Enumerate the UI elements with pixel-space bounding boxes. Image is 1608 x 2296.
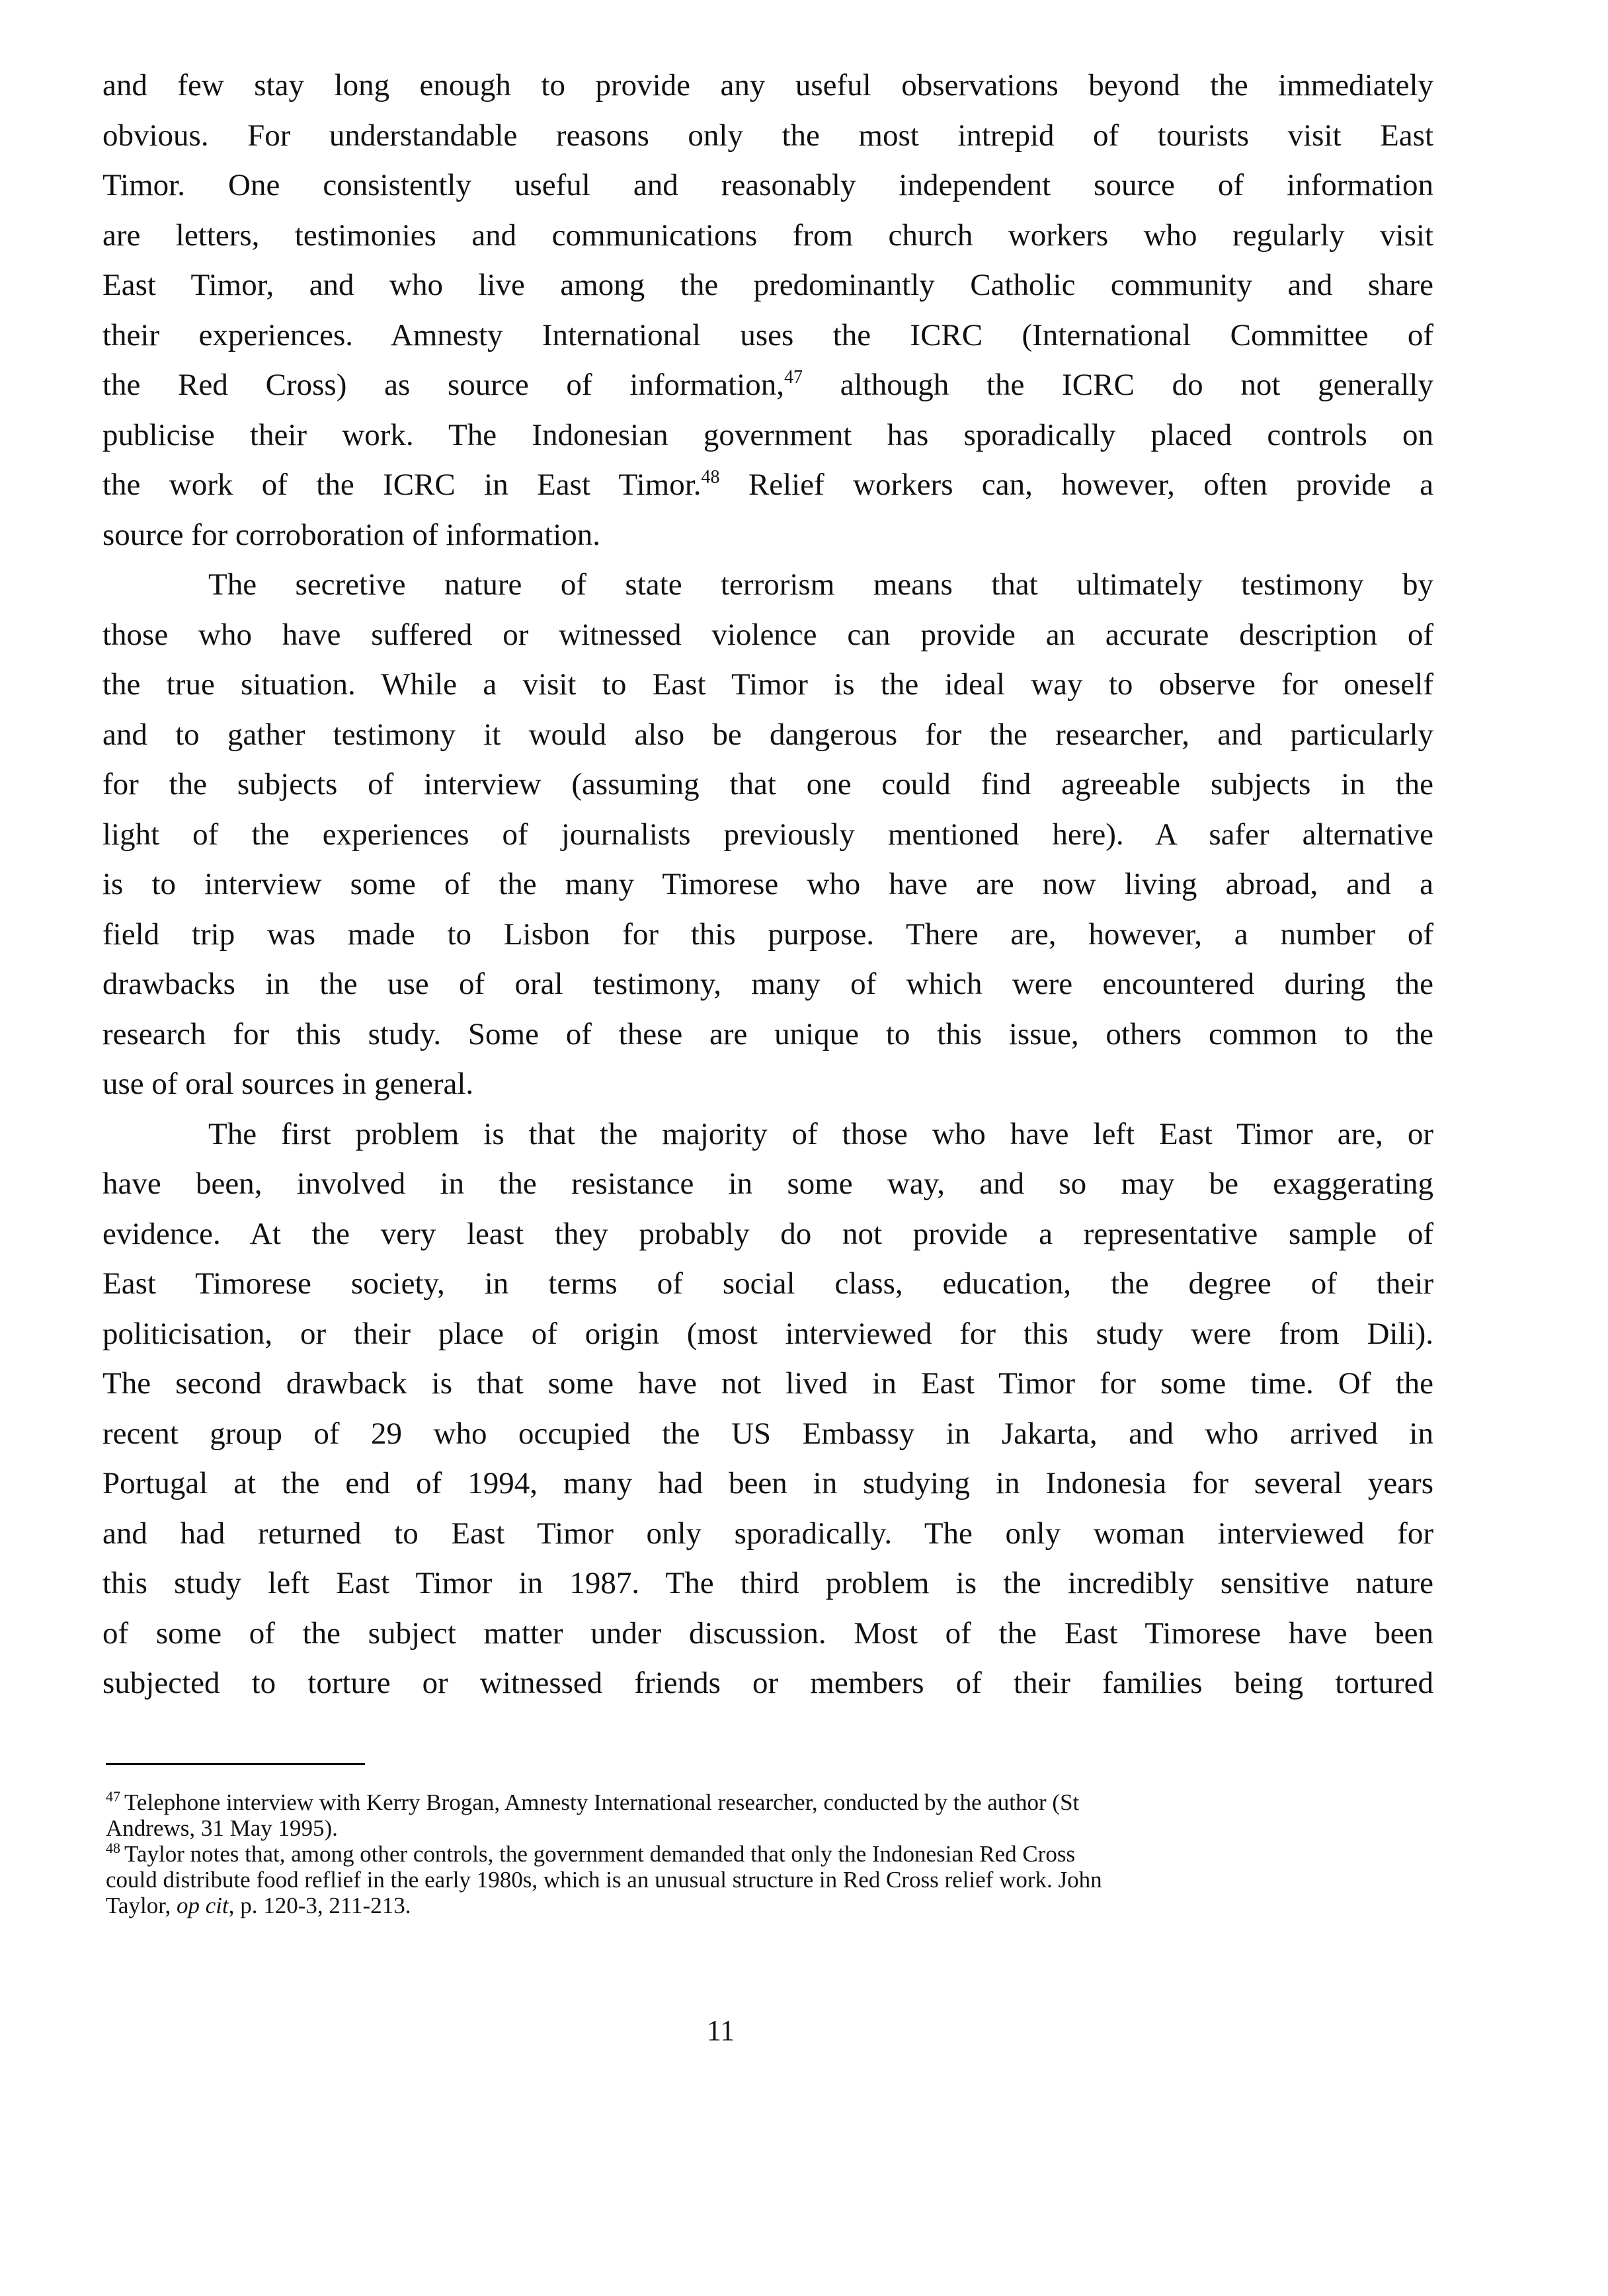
paragraph-2: [102, 560, 1433, 1110]
footnote-line: [106, 1789, 1355, 1815]
text-line: politicisation, or their place of origin (most interviewed for this study were from Dili).: [102, 1316, 1433, 1351]
text-segment: the Red Cross) as source of information,: [102, 368, 784, 402]
text-line: The second drawback is that some have not lived in East Timor for some time. Of the: [102, 1366, 1433, 1401]
text-line: recent group of 29 who occupied the US Embassy in Jakarta, and who arrived in: [102, 1416, 1433, 1451]
text-line: The secretive nature of state terrorism means that ultimately testimony by: [208, 567, 1433, 602]
text-line: the true situation. While a visit to East Timor is the ideal way to observe for oneself: [102, 667, 1433, 702]
paragraph-3: [102, 1110, 1433, 1709]
footnote-number: 48: [106, 1840, 120, 1856]
text-segment: Relief workers can, however, often provide a: [719, 468, 1433, 502]
text-line: for the subjects of interview (assuming that one could find agreeable subjects in the: [102, 767, 1433, 801]
text-line: have been, involved in the resistance in some way, and so may be exaggerating: [102, 1167, 1433, 1201]
footnote-ref-48[interactable]: 48: [701, 467, 720, 487]
text-line: those who have suffered or witnessed violence can provide an accurate description of: [102, 617, 1433, 652]
text-line: light of the experiences of journalists previously mentioned here). A safer alternative: [102, 817, 1433, 852]
page-number: 11: [706, 2014, 735, 2047]
text-line: research for this study. Some of these are unique to this issue, others common to the: [102, 1016, 1433, 1051]
text-segment: although the ICRC do not generally: [802, 368, 1433, 402]
text-line: [102, 360, 1433, 411]
text-line: [102, 460, 1433, 511]
text-segment: the work of the ICRC in East Timor.: [102, 468, 702, 502]
text-line: field trip was made to Lisbon for this purpose. There are, however, a number of: [102, 917, 1433, 952]
paragraph-1: [102, 61, 1433, 560]
text-line: obvious. For understandable reasons only the most intrepid of tourists visit East: [102, 118, 1433, 153]
text-line: Timor. One consistently useful and reasonably independent source of information: [102, 168, 1433, 202]
footnote-line: Andrews, 31 May 1995).: [106, 1815, 338, 1841]
text-line: is to interview some of the many Timorese who have are now living abroad, and a: [102, 867, 1433, 901]
footnote-separator: [106, 1763, 365, 1765]
text-line: Portugal at the end of 1994, many had been in studying in Indonesia for several years: [102, 1466, 1433, 1500]
text-line: East Timorese society, in terms of social class, education, the degree of their: [102, 1266, 1433, 1301]
text-line: The first problem is that the majority of those who have left East Timor are, or: [208, 1116, 1433, 1151]
text-line: and few stay long enough to provide any useful observations beyond the immediately: [102, 68, 1433, 102]
footnote-47: [106, 1789, 1355, 1841]
body-text: [102, 61, 1433, 1709]
text-line: this study left East Timor in 1987. The third problem is the incredibly sensitive nature: [102, 1566, 1433, 1600]
footnote-line: [106, 1841, 1355, 1867]
text-segment: Taylor,: [106, 1893, 177, 1918]
text-line: and to gather testimony it would also be dangerous for the researcher, and particularly: [102, 717, 1433, 752]
text-line: and had returned to East Timor only sporadically. The only woman interviewed for: [102, 1516, 1433, 1551]
text-segment: Telephone interview with Kerry Brogan, Amnesty International researcher, conducted by the author (St: [124, 1789, 1080, 1815]
text-line: their experiences. Amnesty International uses the ICRC (International Committee of: [102, 317, 1433, 352]
text-segment: Taylor notes that, among other controls, the government demanded that only the Indonesian Red Cross: [124, 1841, 1076, 1867]
italic-citation: op cit: [176, 1893, 229, 1918]
text-segment: , p. 120-3, 211-213.: [228, 1893, 411, 1918]
text-line: publicise their work. The Indonesian government has sporadically placed controls on: [102, 417, 1433, 452]
footnote-48: [106, 1841, 1355, 1918]
footnote-line: [106, 1893, 1355, 1918]
footnote-number: 47: [106, 1788, 120, 1805]
text-line: source for corroboration of information.: [102, 517, 601, 552]
text-line: East Timor, and who live among the predominantly Catholic community and share: [102, 268, 1433, 302]
text-line: use of oral sources in general.: [102, 1067, 474, 1101]
text-line: drawbacks in the use of oral testimony, many of which were encountered during the: [102, 967, 1433, 1001]
footnotes: [106, 1789, 1355, 1918]
footnote-ref-47[interactable]: 47: [784, 367, 803, 388]
footnote-line: could distribute food reflief in the early 1980s, which is an unusual structure in Red Cross relief work. John: [106, 1867, 1102, 1893]
text-line: are letters, testimonies and communications from church workers who regularly visit: [102, 218, 1433, 253]
text-line: subjected to torture or witnessed friends or members of their families being tortured: [102, 1666, 1433, 1700]
text-line: evidence. At the very least they probably do not provide a representative sample of: [102, 1216, 1433, 1251]
text-line: of some of the subject matter under discussion. Most of the East Timorese have been: [102, 1616, 1433, 1651]
